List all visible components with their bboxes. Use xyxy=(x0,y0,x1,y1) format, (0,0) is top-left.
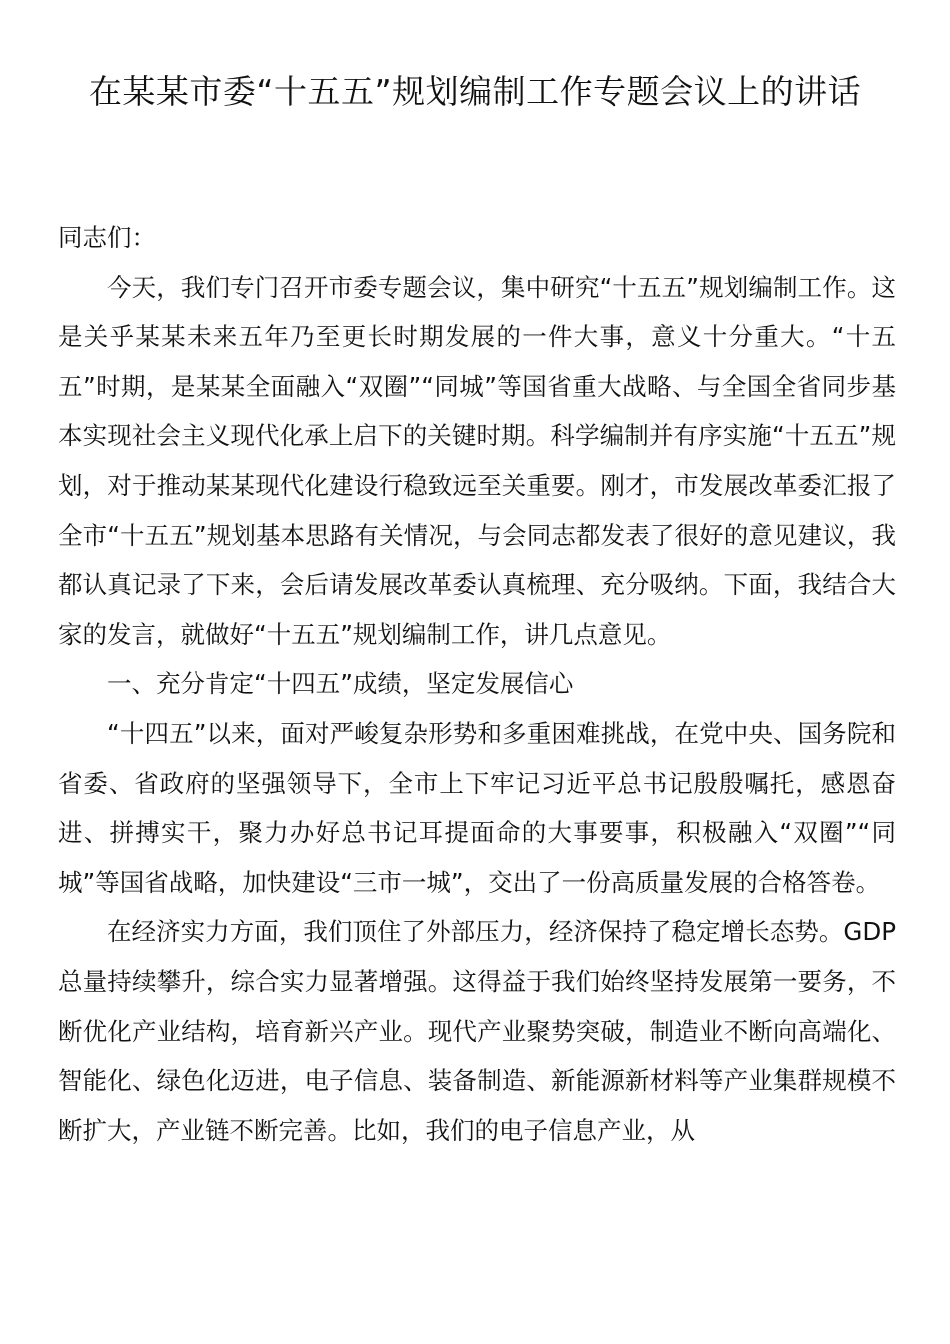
paragraph-economy: 在经济实力方面，我们顶住了外部压力，经济保持了稳定增长态势。GDP总量持续攀升，综合实力显著增强。这得益于我们始终坚持发展第一要务，不断优化产业结构，培育新兴产业。现代产业聚势突破，制造业不断向高端化、智能化、绿色化迈进，电子信息、装备制造、新能源新材料等产业集群规模不断扩大，产业链不断完善。比如，我们的电子信息产业，从 xyxy=(58,917,896,1145)
paragraph-achievements: “十四五”以来，面对严峻复杂形势和多重困难挑战，在党中央、国务院和省委、省政府的坚强领导下，全市上下牢记习近平总书记殷殷嘱托，感恩奋进、拼搏实干，聚力办好总书记耳提面命的大事要事，积极融入“双圈”“同城”等国省战略，加快建设“三市一城”，交出了一份高质量发展的合格答卷。 xyxy=(58,718,896,897)
document-title: 在某某市委“十五五”规划编制工作专题会议上的讲话 xyxy=(88,72,862,111)
paragraph-intro: 今天，我们专门召开市委专题会议，集中研究“十五五”规划编制工作。这是关乎某某未来五年乃至更长时期发展的一件大事，意义十分重大。“十五五”时期，是某某全面融入“双圈”“同城”等国省重大战略、与全国全省同步基本实现社会主义现代化承上启下的关键时期。科学编制并有序实施“十五五”规划，对于推动某某现代化建设行稳致远至关重要。刚才，市发展改革委汇报了全市“十五五”规划基本思路有关情况，与会同志都发表了很好的意见建议，我都认真记录了下来，会后请发展改革委认真梳理、充分吸纳。下面，我结合大家的发言，就做好“十五五”规划编制工作，讲几点意见。 xyxy=(58,272,896,649)
salutation: 同志们： xyxy=(58,223,156,252)
section-heading-1: 一、充分肯定“十四五”成绩，坚定发展信心 xyxy=(107,669,574,699)
document-body xyxy=(58,213,896,1155)
